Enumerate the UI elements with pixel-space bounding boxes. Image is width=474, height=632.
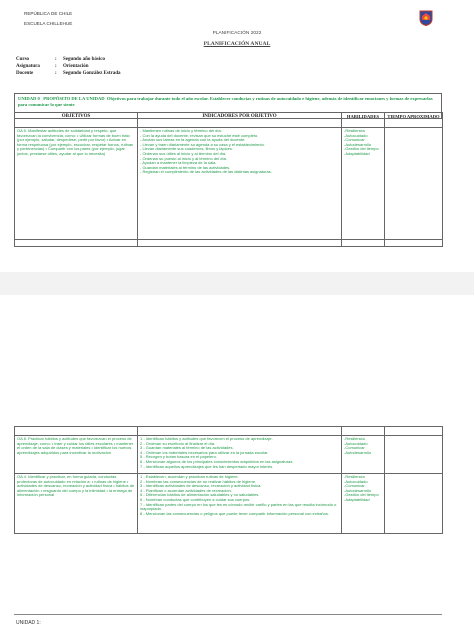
list-item: 5 - Recogen y botan basura en el papelero. (140, 454, 217, 460)
list-item: -Autodesarrollo (344, 141, 372, 147)
next-unit-label: UNIDAD 1: (16, 620, 41, 626)
list-item: -Gestión del tiempo (344, 146, 379, 152)
col-header-tiempo: TIEMPO APROXIMADO (385, 113, 443, 128)
list-item: - Mantienen rutinas de inicio y término del día. (140, 128, 222, 133)
list-item: 4 - Planifican o acuerdan actividades de recreación. (140, 487, 232, 493)
plan-table-p2 (14, 426, 443, 534)
info-curso-value: Segundo año básico (63, 57, 105, 62)
page-title: PLANIFICACIÓN ANUAL (203, 41, 271, 47)
list-item: - Guardan materiales al término de las actividades. (140, 164, 231, 170)
list-item: - Ordenan su puesto al inicio y al término del día. (140, 155, 227, 161)
plan-year-label: PLANIFICACIÓN 2022 (212, 31, 262, 36)
list-item: -Gestión del tiempo (344, 492, 379, 498)
list-item: -Resiliencia (344, 474, 365, 479)
list-item: 1 - Establecen, acuerdan y practican rutinas de higiene. (140, 474, 239, 479)
list-item: 7 - Identifican aquellos aprendizajes que les han despertado mayor interés. (140, 463, 274, 469)
list-item: 6 - Nombran conductas que contribuyen a cuidar sus cuerpos. (140, 496, 251, 502)
list-item: 5 - Diferencian hábitos de alimentación saludables y no saludables. (140, 492, 260, 498)
list-item: - Llevan diariamente sus cuadernos, libros y lápices. (140, 146, 233, 152)
list-item: 1 - Identifican hábitos y actitudes que favorecen el proceso de aprendizaje. (140, 436, 273, 441)
objetivo-cell: OA 4. Identificar y practicar, en forma guiada, conductas protectoras de autocuidado en relación a: • rutinas de higiene • actividades de descanso, recreación y actividad física • hábitos de alimentación • resguardo del cuerpo y la intimidad • la entrega de información personal (15, 474, 138, 534)
school-crest-icon (419, 10, 433, 26)
table-row (15, 240, 443, 247)
list-item: 3 - Identifican actividades de descanso, recreación y actividad física. (140, 483, 262, 489)
info-sep: : (55, 71, 57, 76)
list-item: -Comunicar (344, 137, 365, 143)
info-docente-label: Docente (16, 71, 34, 76)
habilidades-cell (342, 474, 385, 534)
tiempo-cell (385, 474, 443, 534)
indicadores-cell (138, 436, 342, 474)
col-header-objetivos: OBJETIVOS (15, 113, 138, 128)
list-item: -Autocuidado (344, 478, 368, 484)
list-item: -Adaptabilidad (344, 496, 370, 502)
list-item: -Autocuidado (344, 440, 368, 446)
table-row (15, 474, 443, 534)
objetivo-cell: OA 5. Manifestar actitudes de solidaridad y respeto, que favorezcan la convivencia, como: • Utilizar formas de buen trato (por ejemplo, saludar, despedirse, pedir por favor) • Actuar en forma respetuosa (por ejemplo, escuchar, respetar turnos, rutinas y pertenencias) • Compartir con los pares (por ejemplo, jugar juntos, prestarse útiles, ayudar al que lo necesita) (15, 128, 138, 240)
habilidades-cell (342, 128, 385, 240)
unit-label: UNIDAD 0 (18, 96, 40, 101)
list-item: - Llevan y traen diariamente su agenda a su casa y el establecimiento. (140, 141, 265, 147)
list-item: -Adaptabilidad (344, 150, 370, 156)
info-asignatura-value: Orientación (63, 64, 89, 69)
tiempo-cell (385, 436, 443, 474)
list-item: -Resiliencia (344, 436, 365, 441)
list-item: 2 - Nombran las consecuencias de no realizar hábitos de higiene. (140, 478, 257, 484)
list-item: - Anotan sus tareas en la agenda con la ayuda del docente. (140, 137, 246, 143)
list-item: - Con la ayuda del docente, revisan que su estuche esté completo. (140, 132, 259, 138)
list-item: -Autocuidado (344, 132, 368, 138)
school-label: ESCUELA CHILLEHUE (24, 21, 73, 26)
list-item: -Autodesarrollo (344, 449, 372, 455)
list-item: - Ayudan a mantener la limpieza de la sala. (140, 160, 217, 166)
table-row (15, 427, 443, 436)
list-item: - Registran el cumplimiento de las actividades de las distintas asignaturas. (140, 169, 272, 175)
table-row (15, 128, 443, 240)
info-docente-value: Segundo González Estrada (63, 71, 121, 76)
purpose-text: Objetivos para trabajar durante todo el año escolar. Establecer conductas y rutinas de autocuidado e higiene, además de identificar emociones y formas de expresarlas para comunicar lo que siente (18, 96, 433, 107)
list-item: 2 - Ordenan su escritorio al finalizar el día. (140, 440, 216, 446)
list-item: - Ordenan sus útiles al inicio y al término del día. (140, 150, 227, 156)
page-2 (0, 295, 474, 632)
divider (14, 614, 442, 615)
objetivo-cell: OA 8. Practicar hábitos y actitudes que favorezcan el proceso de aprendizaje, como: • traer y cuidar los útiles escolares • mantener el orden de la sala de clases y materiales • identificar los nuevos aprendizajes adquiridos para incentivar la motivación (15, 436, 138, 474)
info-asignatura-label: Asignatura (16, 64, 40, 69)
info-curso-label: Curso (16, 57, 30, 62)
page-1 (0, 0, 474, 272)
col-header-indicadores: INDICADORES POR OBJETIVO (138, 113, 342, 128)
tiempo-cell (385, 128, 443, 240)
indicadores-cell (138, 474, 342, 534)
list-item: 6 - Mencionan algunos de los principales conocimientos adquiridos en las asignaturas. (140, 458, 294, 464)
table-row (15, 436, 443, 474)
list-item: -Comunicar (344, 483, 365, 489)
list-item: -Autodesarrollo (344, 487, 372, 493)
country-label: REPÚBLICA DE CHILE (24, 11, 73, 16)
list-item: -Resiliencia (344, 128, 365, 133)
info-sep: : (55, 64, 57, 69)
list-item: 4 - Ordenan los materiales necesarios para utilizar en la jornada escolar. (140, 449, 269, 455)
habilidades-cell (342, 436, 385, 474)
plan-table-p1 (14, 112, 443, 247)
list-item: 3 - Guardan materiales al término de las actividades. (140, 445, 234, 451)
purpose-label: PROPÓSITO DE LA UNIDAD (43, 96, 105, 101)
col-header-habilidades: HABILIDADES (342, 113, 385, 128)
list-item: -Comunicar (344, 445, 365, 451)
list-item: 8 - Mencionan las consecuencias o peligros que puede tener compartir información personal con extraños. (140, 510, 329, 516)
indicadores-cell (138, 128, 342, 240)
list-item: 7 - Identifican partes del cuerpo en los que les es cómodo recibir cariño y partes en las que resulta incómodo o inapropiado. (140, 501, 337, 512)
info-sep: : (55, 57, 57, 62)
